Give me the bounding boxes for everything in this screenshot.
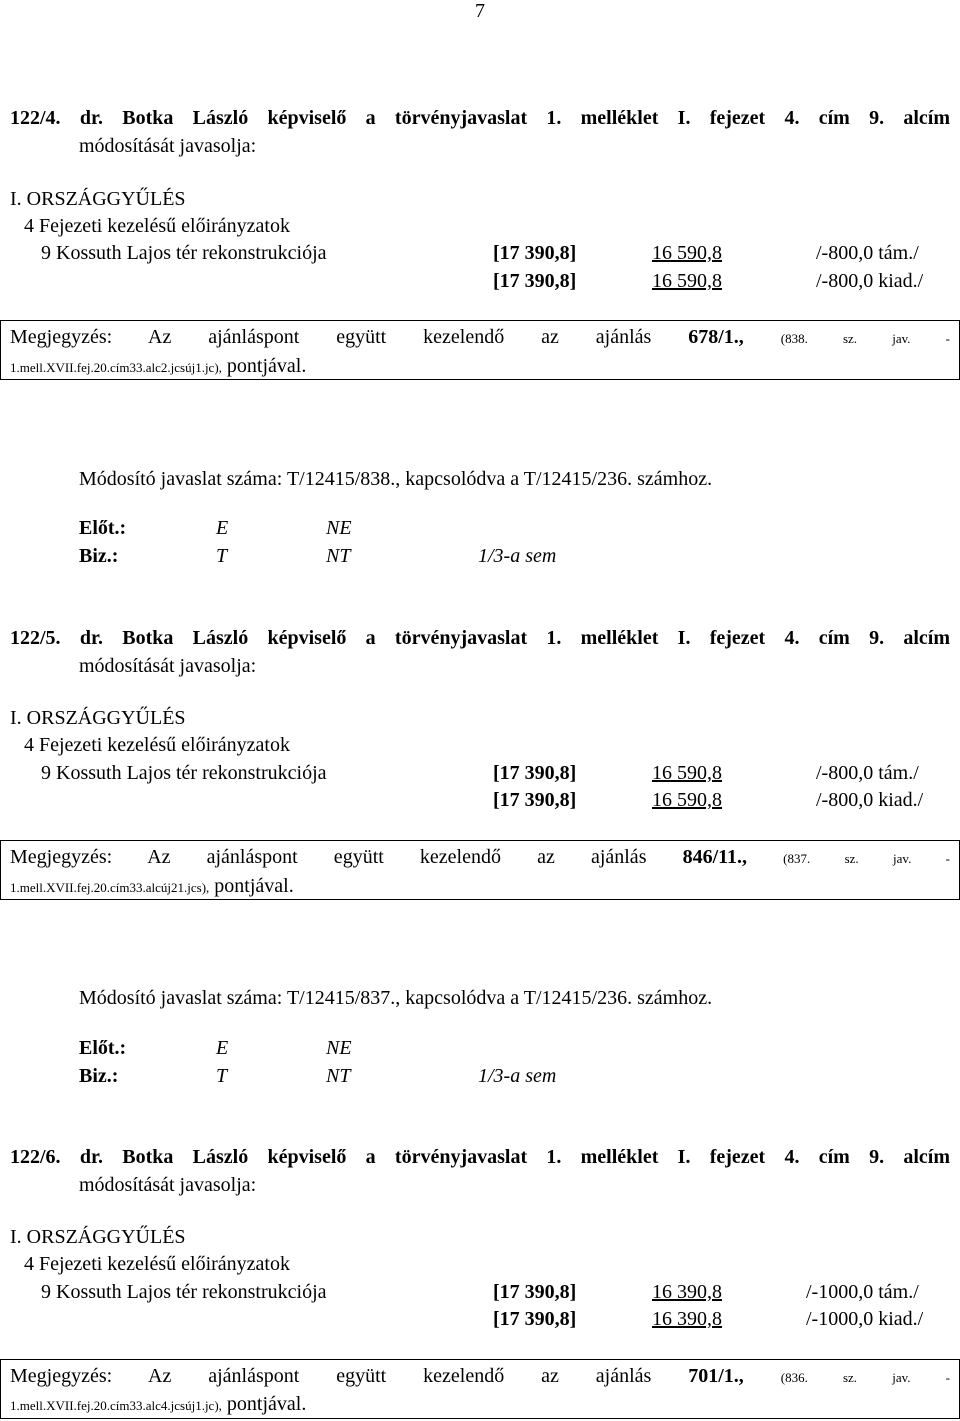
item-heading [10, 107, 950, 129]
proposal-prefix: Módosító javaslat száma: [79, 468, 287, 490]
new-value: 16 590,8 [652, 242, 722, 264]
vote-e: E [216, 517, 229, 539]
old-value: [17 390,8] [493, 270, 577, 292]
new-value: 16 390,8 [652, 1308, 722, 1330]
modify-label: módosítását javasolja: [79, 655, 257, 677]
note-small: (836. sz. jav. - [780, 1370, 951, 1385]
note-ref: 846/11., [682, 846, 748, 868]
note-small: 1.mell.XVII.fej.20.cím33.alcúj21.jcs), [10, 880, 210, 895]
proposal-suffix: számhoz. [632, 468, 713, 490]
proposal-prefix: Módosító javaslat száma: [79, 987, 287, 1009]
item-heading [10, 1146, 950, 1168]
note-line [10, 1365, 950, 1389]
note-line [10, 846, 950, 870]
row-label: 9 Kossuth Lajos tér rekonstrukciója [41, 1281, 327, 1303]
related-number: T/12415/236. [523, 468, 633, 490]
related-number: T/12415/236. [523, 987, 633, 1009]
note-ref: 701/1., [688, 1365, 744, 1387]
new-value: 16 590,8 [652, 270, 722, 292]
note-prefix: Megjegyzés: Az ajánláspont együtt kezelendő az ajánlás [10, 1365, 652, 1387]
page-number: 7 [475, 0, 485, 22]
proposal-number: T/12415/837. [286, 987, 396, 1009]
old-value: [17 390,8] [493, 1308, 577, 1330]
vote-e: E [216, 1037, 229, 1059]
vote-third: 1/3-a sem [478, 1065, 557, 1087]
section-title: I. ORSZÁGGYŰLÉS [10, 707, 186, 729]
note-ref: 678/1., [688, 326, 744, 348]
note-suffix: pontjával. [214, 875, 294, 897]
subsection-title: 4 Fejezeti kezelésű előirányzatok [24, 215, 290, 237]
proposal-line [79, 468, 712, 490]
modify-label: módosítását javasolja: [79, 135, 257, 157]
subsection-title: 4 Fejezeti kezelésű előirányzatok [24, 734, 290, 756]
item-id: 122/5. [10, 627, 61, 649]
old-value: [17 390,8] [493, 789, 577, 811]
diff-value: /-800,0 tám./ [816, 762, 919, 784]
note-prefix: Megjegyzés: Az ajánláspont együtt kezelendő az ajánlás [10, 846, 647, 868]
item-heading-text: dr. Botka László képviselő a törvényjavaslat 1. melléklet I. fejezet 4. cím 9. alcím [79, 627, 951, 649]
modify-label: módosítását javasolja: [79, 1174, 257, 1196]
vote-elot-label: Előt.: [79, 1037, 127, 1059]
proposal-suffix: számhoz. [632, 987, 713, 1009]
vote-ne: NE [326, 517, 352, 539]
vote-third: 1/3-a sem [478, 545, 557, 567]
old-value: [17 390,8] [493, 242, 577, 264]
vote-elot-label: Előt.: [79, 517, 127, 539]
note-small: 1.mell.XVII.fej.20.cím33.alc2.jcsúj1.jc), [10, 360, 222, 375]
proposal-line [79, 987, 712, 1009]
note-line-2 [10, 355, 306, 379]
item-heading-text: dr. Botka László képviselő a törvényjavaslat 1. melléklet I. fejezet 4. cím 9. alcím [79, 1146, 951, 1168]
note-line [10, 326, 950, 350]
vote-biz-label: Biz.: [79, 545, 119, 567]
item-heading [10, 627, 950, 649]
new-value: 16 590,8 [652, 789, 722, 811]
diff-value: /-800,0 kiad./ [816, 270, 924, 292]
vote-ne: NE [326, 1037, 352, 1059]
diff-value: /-1000,0 tám./ [806, 1281, 919, 1303]
old-value: [17 390,8] [493, 762, 577, 784]
note-line-2 [10, 875, 294, 899]
proposal-mid: , kapcsolódva a [395, 468, 524, 490]
item-id: 122/4. [10, 107, 61, 129]
section-title: I. ORSZÁGGYŰLÉS [10, 188, 186, 210]
note-small: 1.mell.XVII.fej.20.cím33.alc4.jcsúj1.jc), [10, 1398, 222, 1413]
row-label: 9 Kossuth Lajos tér rekonstrukciója [41, 762, 327, 784]
note-small: (837. sz. jav. - [783, 851, 951, 866]
item-heading-text: dr. Botka László képviselő a törvényjavaslat 1. melléklet I. fejezet 4. cím 9. alcím [79, 107, 951, 129]
new-value: 16 590,8 [652, 762, 722, 784]
vote-t: T [216, 1065, 228, 1087]
diff-value: /-1000,0 kiad./ [806, 1308, 924, 1330]
proposal-number: T/12415/838. [286, 468, 396, 490]
row-label: 9 Kossuth Lajos tér rekonstrukciója [41, 242, 327, 264]
note-suffix: pontjával. [226, 1393, 307, 1415]
vote-t: T [216, 545, 228, 567]
item-id: 122/6. [10, 1146, 61, 1168]
note-small: (838. sz. jav. - [780, 331, 951, 346]
note-prefix: Megjegyzés: Az ajánláspont együtt kezelendő az ajánlás [10, 326, 652, 348]
proposal-mid: , kapcsolódva a [395, 987, 524, 1009]
subsection-title: 4 Fejezeti kezelésű előirányzatok [24, 1253, 290, 1275]
vote-nt: NT [326, 545, 351, 567]
note-suffix: pontjával. [226, 355, 307, 377]
vote-nt: NT [326, 1065, 351, 1087]
new-value: 16 390,8 [652, 1281, 722, 1303]
vote-biz-label: Biz.: [79, 1065, 119, 1087]
section-title: I. ORSZÁGGYŰLÉS [10, 1226, 186, 1248]
old-value: [17 390,8] [493, 1281, 577, 1303]
note-line-2 [10, 1393, 306, 1417]
diff-value: /-800,0 kiad./ [816, 789, 924, 811]
diff-value: /-800,0 tám./ [816, 242, 919, 264]
